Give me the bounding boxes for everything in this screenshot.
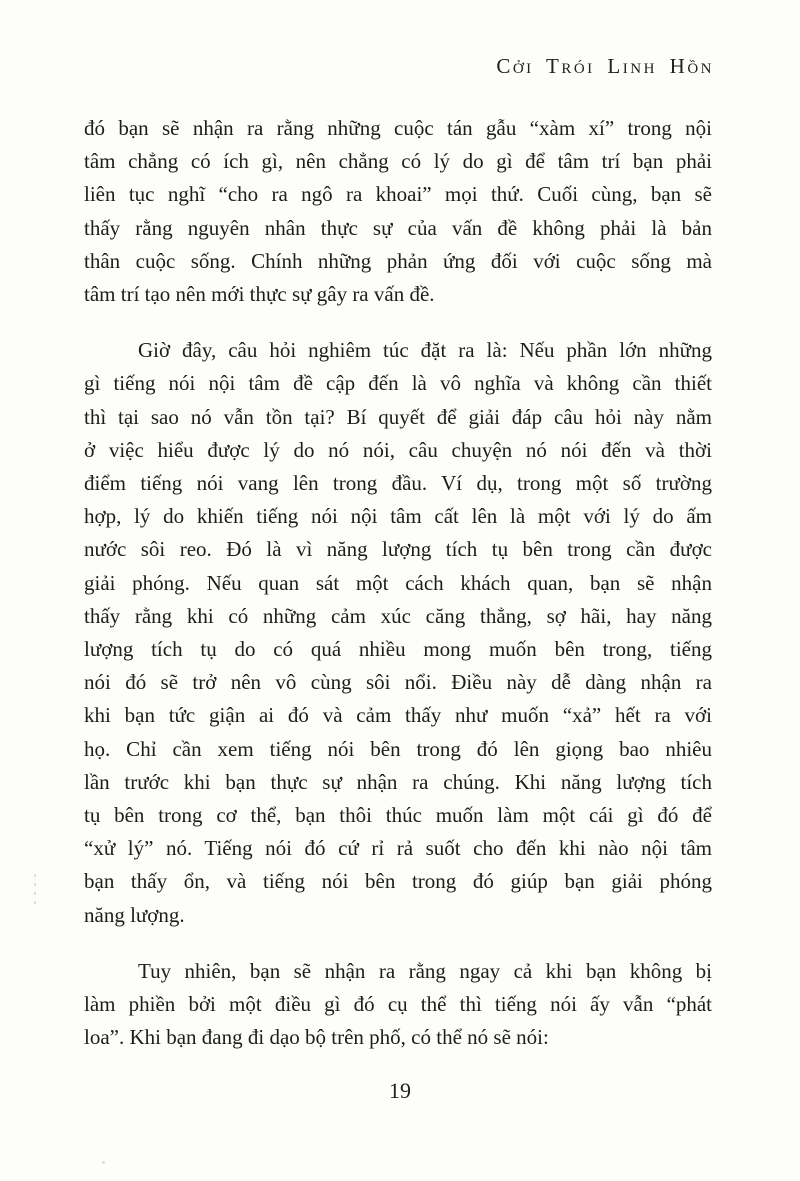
text-line: thấy rằng khi có những cảm xúc căng thẳng, sợ hãi, hay năng xyxy=(84,603,712,628)
text-line: họ. Chỉ cần xem tiếng nói bên trong đó lên giọng bao nhiêu xyxy=(84,736,712,761)
text-line: ở việc hiểu được lý do nó nói, câu chuyện nó nói đến và thời xyxy=(84,437,712,462)
text-line: đó bạn sẽ nhận ra rằng những cuộc tán gẫu “xàm xí” trong nội xyxy=(84,116,712,140)
scan-artifact xyxy=(102,1161,105,1164)
text-line: tụ bên trong cơ thể, bạn thôi thúc muốn làm một cái gì đó để xyxy=(84,803,712,828)
page-number: 19 xyxy=(389,1078,411,1103)
text-line: giải phóng. Nếu quan sát một cách khách quan, bạn sẽ nhận xyxy=(84,570,712,595)
text-line: thân cuộc sống. Chính những phản ứng đối với cuộc sống mà xyxy=(84,248,712,273)
text-line: khi bạn tức giận ai đó và cảm thấy như muốn “xả” hết ra với xyxy=(84,703,712,728)
text-line: hợp, lý do khiến tiếng nói nội tâm cất lên là một với lý do ấm xyxy=(84,504,712,529)
text-line: làm phiền bởi một điều gì đó cụ thể thì tiếng nói ấy vẫn “phát xyxy=(84,992,712,1017)
paragraph xyxy=(84,334,712,932)
text-line: liên tục nghĩ “cho ra ngô ra khoai” mọi thứ. Cuối cùng, bạn sẽ xyxy=(84,182,712,207)
paragraph xyxy=(84,112,712,311)
body-text xyxy=(84,112,712,1054)
text-line: điểm tiếng nói vang lên trong đầu. Ví dụ, trong một số trường xyxy=(84,471,712,496)
text-line: tâm chẳng có ích gì, nên chẳng có lý do gì để tâm trí bạn phải xyxy=(84,149,712,174)
scan-artifact xyxy=(34,874,36,906)
text-line: thấy rằng nguyên nhân thực sự của vấn đề không phải là bản xyxy=(84,215,712,240)
text-line: bạn thấy ổn, và tiếng nói bên trong đó giúp bạn giải phóng xyxy=(84,869,712,894)
running-header: Cởi Trói Linh Hồn xyxy=(496,54,714,78)
text-line: năng lượng. xyxy=(84,902,185,927)
text-line: nói đó sẽ trở nên vô cùng sôi nổi. Điều này dễ dàng nhận ra xyxy=(84,670,712,695)
text-line: lần trước khi bạn thực sự nhận ra chúng. Khi năng lượng tích xyxy=(84,769,712,794)
text-line: loa”. Khi bạn đang đi dạo bộ trên phố, có thể nó sẽ nói: xyxy=(84,1025,549,1050)
text-line: nước sôi reo. Đó là vì năng lượng tích tụ bên trong cần được xyxy=(84,537,712,562)
text-line: tâm trí tạo nên mới thực sự gây ra vấn đề. xyxy=(84,282,435,307)
text-line: thì tại sao nó vẫn tồn tại? Bí quyết để giải đáp câu hỏi này nằm xyxy=(84,404,712,429)
text-line: Giờ đây, câu hỏi nghiêm túc đặt ra là: Nếu phần lớn những xyxy=(138,338,712,363)
text-line: gì tiếng nói nội tâm đề cập đến là vô nghĩa và không cần thiết xyxy=(84,371,712,396)
text-line: lượng tích tụ do có quá nhiều mong muốn bên trong, tiếng xyxy=(84,637,712,662)
text-line: “xử lý” nó. Tiếng nói đó cứ rỉ rả suốt cho đến khi nào nội tâm xyxy=(84,836,712,861)
text-line: Tuy nhiên, bạn sẽ nhận ra rằng ngay cả khi bạn không bị xyxy=(138,958,712,983)
paragraph xyxy=(84,955,712,1055)
